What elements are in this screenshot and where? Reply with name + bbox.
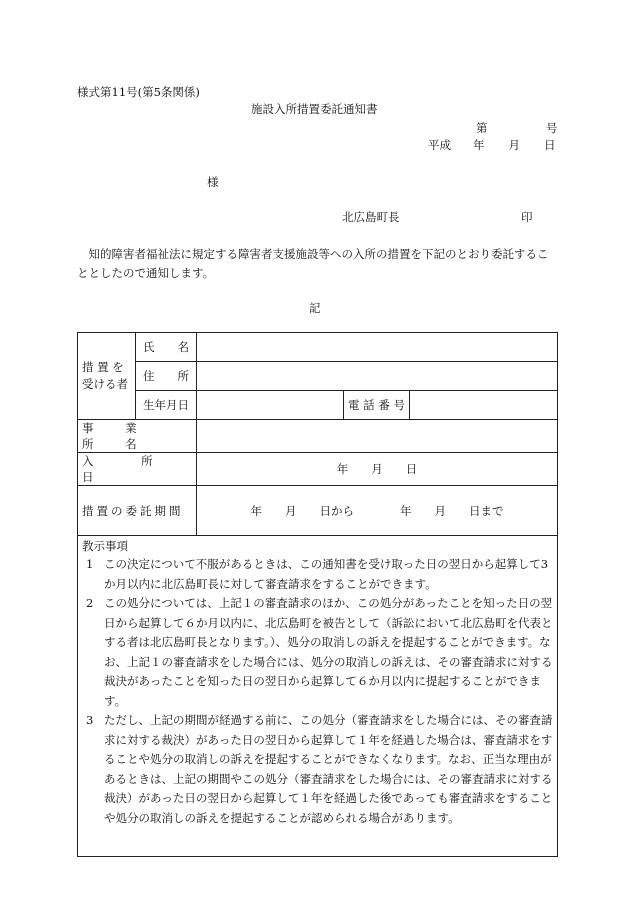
date-month: 月 [508, 138, 520, 152]
number-suffix: 号 [546, 121, 558, 135]
ki-heading: 記 [309, 301, 321, 315]
notice-number: 1 [86, 557, 94, 571]
office-label-text: 事 業 所 名 [82, 421, 151, 451]
notice-text: この決定について不服があるときは、この通知書を受け取った日の翌日から起算して3か月以内に北広島町長に対して審査請求をすることができます。 [104, 557, 549, 591]
notice-item [82, 555, 553, 594]
notice-number: 3 [86, 713, 94, 727]
name-value[interactable] [197, 333, 558, 362]
phone-label: 電 話 番 号 [344, 391, 410, 420]
date-year: 年 [473, 138, 485, 152]
issue-date [428, 140, 556, 152]
period-value[interactable]: 年 月 日から 年 月 日まで [197, 486, 558, 536]
period-label [78, 486, 197, 536]
notice-text: ただし、上記の期間が経過する前に、この処分（審査請求をした場合には、その審査請求に対する裁決）があった日の翌日から起算して１年を経過した場合は、審査請求をすることや処分の取消しの訴えを提起することができなくなります。なお、正当な理由があるときは、上記の期間やこの処分（審査請求をした場合には、その審査請求に対する裁決）があった日の翌日から起算して１年を経過した後であっても審査請求をすることや処分の取消しの訴えを提起することが認められる場合があります。 [104, 713, 553, 825]
entry-date-label [78, 453, 197, 486]
seal-mark: 印 [521, 210, 533, 224]
office-label [78, 420, 197, 453]
phone-value[interactable] [410, 391, 558, 420]
recipient-group-label [78, 333, 136, 420]
address-value[interactable] [197, 362, 558, 391]
measure-table [77, 332, 558, 857]
birthdate-label: 生年月日 [136, 391, 197, 420]
number-prefix: 第 [476, 121, 488, 135]
notice-section [78, 536, 558, 857]
entry-date-label-text: 入 所 日 [82, 454, 175, 484]
notice-text: この処分については、上記１の審査請求のほか、この処分があったことを知った日の翌日から起算して６か月以内に、北広島町を被告として（訴訟において北広島町を代表とする者は北広島町長となります。）、処分の取消しの訴えを提起することができます。なお、上記１の審査請求をした場合には、処分の取消しの訴えは、その審査請求に対する裁決があったことを知った日の翌日から起算して６か月以内に提起することができます。 [104, 596, 553, 708]
issuer-name: 北広島町長 [342, 210, 400, 224]
name-label: 氏 名 [136, 333, 197, 362]
date-era: 平成 [428, 138, 451, 152]
address-label: 住 所 [136, 362, 197, 391]
body-text: 知的障害者福祉法に規定する障害者支援施設等への入所の措置を下記のとおり委託することとしたので通知します。 [77, 247, 549, 280]
notice-title: 教示事項 [82, 539, 128, 553]
addressee-suffix: 様 [207, 175, 219, 189]
recipient-group-text: 措 置 を 受ける者 [82, 360, 128, 391]
notice-item [82, 711, 553, 828]
form-number: 様式第11号(第5条関係) [77, 85, 200, 99]
birthdate-value[interactable] [197, 391, 344, 420]
office-value[interactable] [197, 420, 558, 453]
notice-number: 2 [86, 596, 94, 610]
document-title: 施設入所措置委託通知書 [251, 102, 378, 116]
notice-item [82, 594, 553, 711]
period-label-text: 措置の委託期間 [82, 503, 184, 518]
entry-date-value[interactable]: 年 月 日 [197, 453, 558, 486]
date-day: 日 [544, 138, 556, 152]
